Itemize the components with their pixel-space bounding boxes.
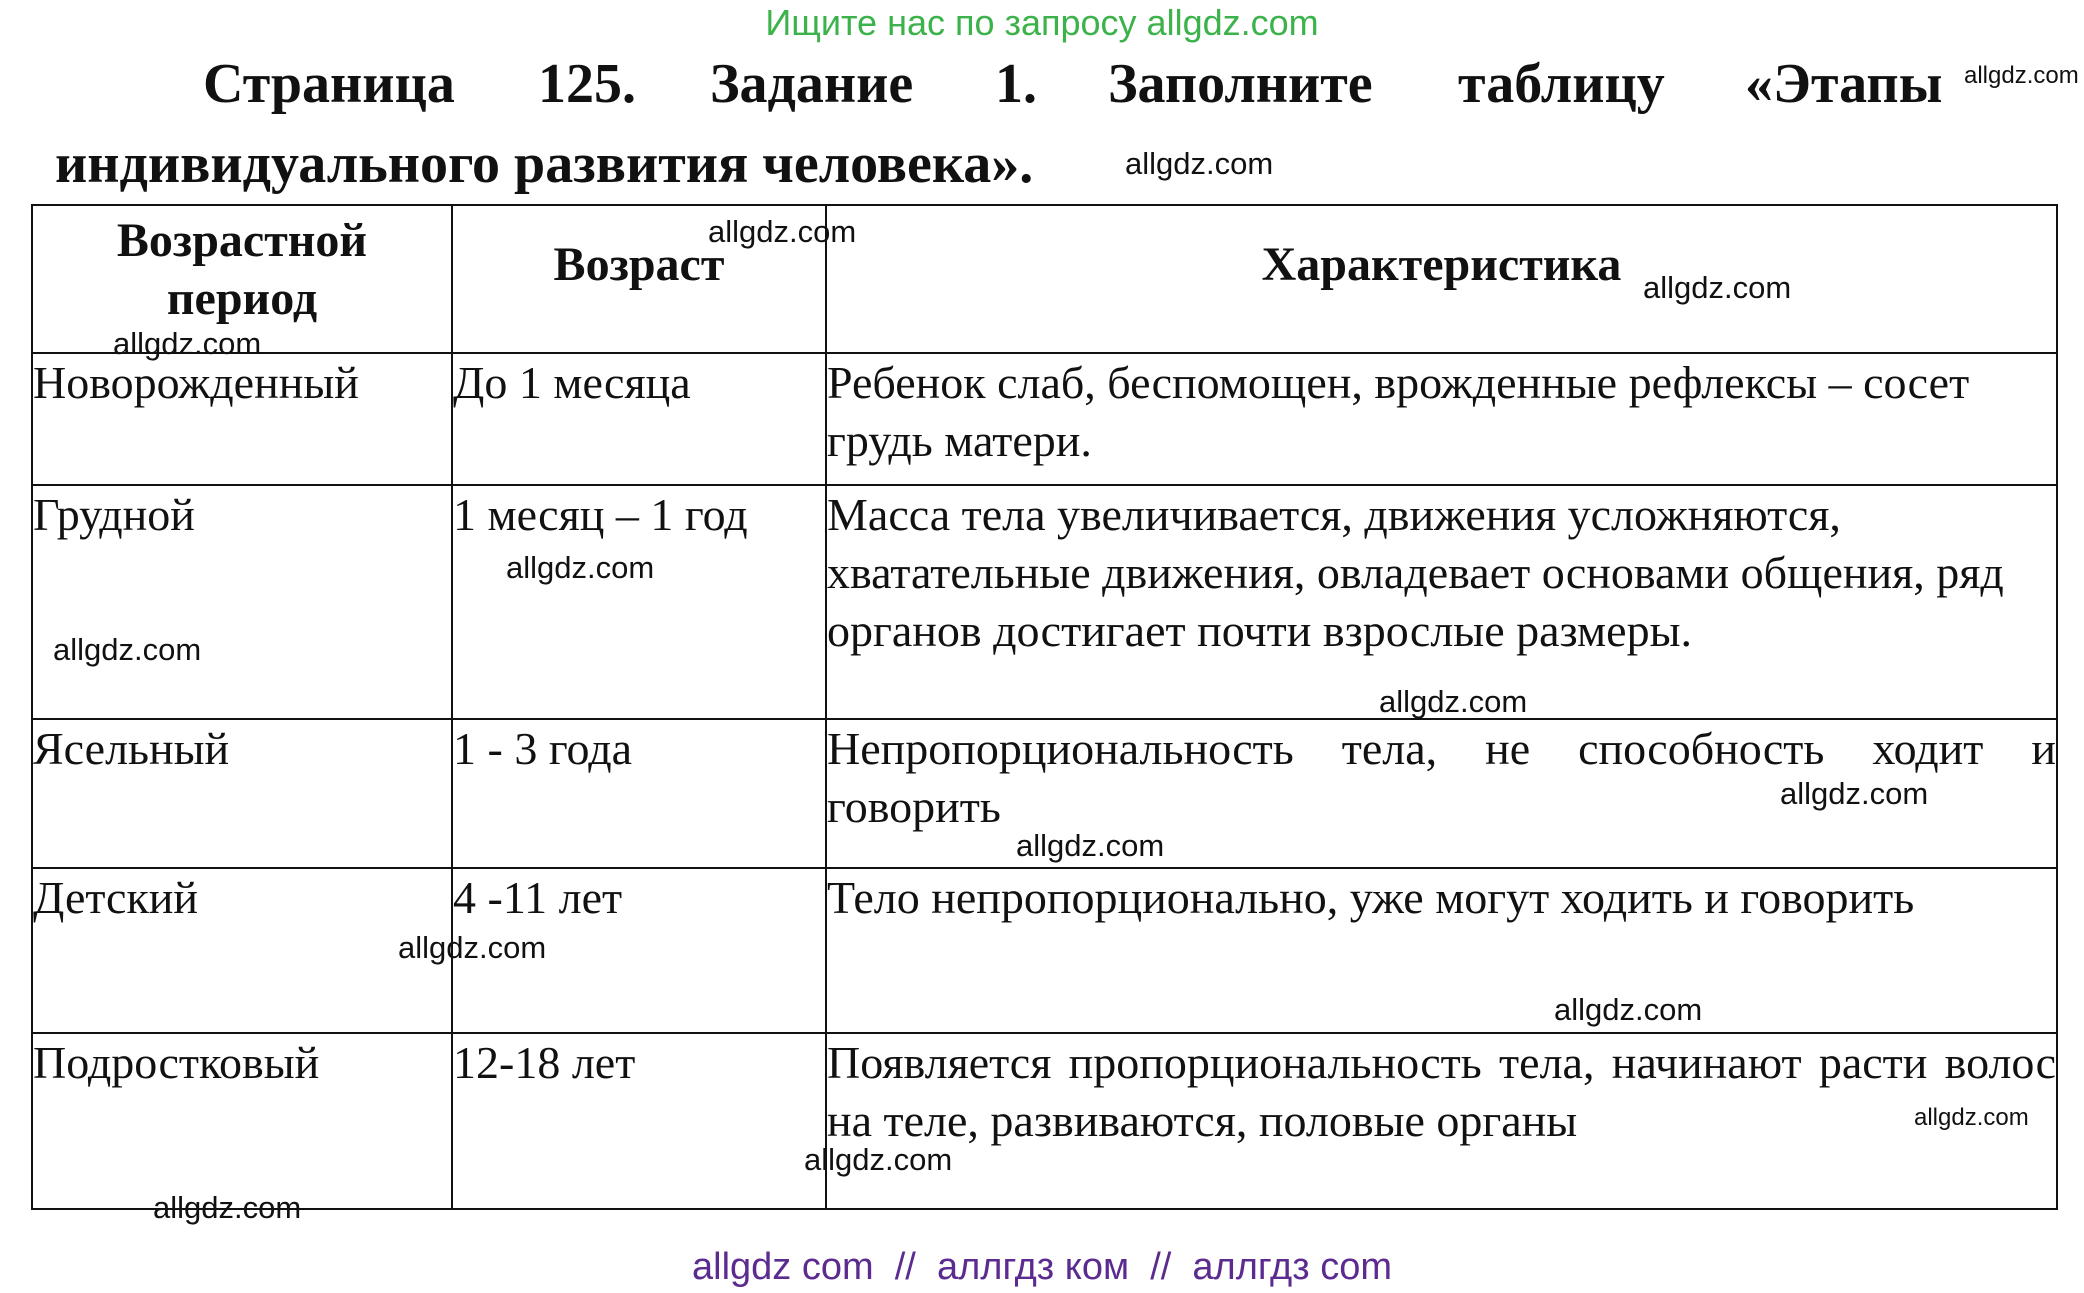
age-cell: 12-18 лет	[452, 1033, 826, 1209]
top-banner[interactable]: Ищите нас по запросу allgdz.com	[765, 2, 1319, 43]
watermark: allgdz.com	[153, 1190, 302, 1225]
age-cell: 1 месяц – 1 год	[452, 485, 826, 719]
header-period: Возрастной период	[32, 205, 452, 353]
title-line-2: индивидуального развития человека».	[55, 133, 1034, 195]
period-cell: Новорожденный	[32, 353, 452, 485]
title-word-2: 125.	[538, 53, 636, 115]
watermark: allgdz.com	[1964, 62, 2079, 89]
period-cell: Подростковый	[32, 1033, 452, 1209]
watermark: allgdz.com	[53, 632, 202, 667]
table-row	[32, 868, 2057, 1033]
watermark: allgdz.com	[1379, 684, 1528, 719]
watermark: allgdz.com	[1125, 146, 1274, 181]
age-cell: 4 -11 лет	[452, 868, 826, 1033]
period-cell: Ясельный	[32, 719, 452, 868]
characteristic-cell: Тело непропорционально, уже могут ходить и говорить	[826, 868, 2057, 1033]
title-word-6: таблицу	[1458, 53, 1665, 115]
title-word-4: 1.	[995, 53, 1037, 115]
characteristic-cell: Масса тела увеличивается, движения усложняются, хватательные движения, овладевает основами общения, ряд органов достигает почти взрослые размеры.	[826, 485, 2057, 719]
characteristic-cell: Непропорциональность тела, не способность ходит и говорить	[826, 719, 2057, 868]
table-row	[32, 1033, 2057, 1209]
age-cell: До 1 месяца	[452, 353, 826, 485]
watermark: allgdz.com	[113, 326, 262, 361]
table-row	[32, 353, 2057, 485]
watermark: allgdz.com	[708, 214, 857, 249]
watermark: allgdz.com	[1016, 828, 1165, 863]
footer-links[interactable]: allgdz com // аллгдз ком // аллгдз com	[692, 1246, 1392, 1288]
period-cell: Грудной	[32, 485, 452, 719]
watermark: allgdz.com	[1554, 992, 1703, 1027]
title-word-7: «Этапы	[1745, 53, 1943, 115]
period-cell: Детский	[32, 868, 452, 1033]
title-word-1: Страница	[203, 53, 455, 115]
title-word-5: Заполните	[1108, 53, 1373, 115]
watermark: allgdz.com	[1914, 1104, 2029, 1131]
title-word-3: Задание	[710, 53, 914, 115]
header-characteristic: Характеристика	[826, 205, 2057, 353]
header-age: Возраст	[452, 205, 826, 353]
watermark: allgdz.com	[506, 550, 655, 585]
characteristic-cell: Ребенок слаб, беспомощен, врожденные рефлексы – сосет грудь матери.	[826, 353, 2057, 485]
watermark: allgdz.com	[1643, 270, 1792, 305]
watermark: allgdz.com	[398, 930, 547, 965]
table-row	[32, 485, 2057, 719]
age-cell: 1 - 3 года	[452, 719, 826, 868]
watermark: allgdz.com	[1780, 776, 1929, 811]
stages-table	[31, 204, 2058, 1210]
watermark: allgdz.com	[804, 1142, 953, 1177]
characteristic-cell: Появляется пропорциональность тела, начинают расти волос на теле, развиваются, половые органы	[826, 1033, 2057, 1209]
